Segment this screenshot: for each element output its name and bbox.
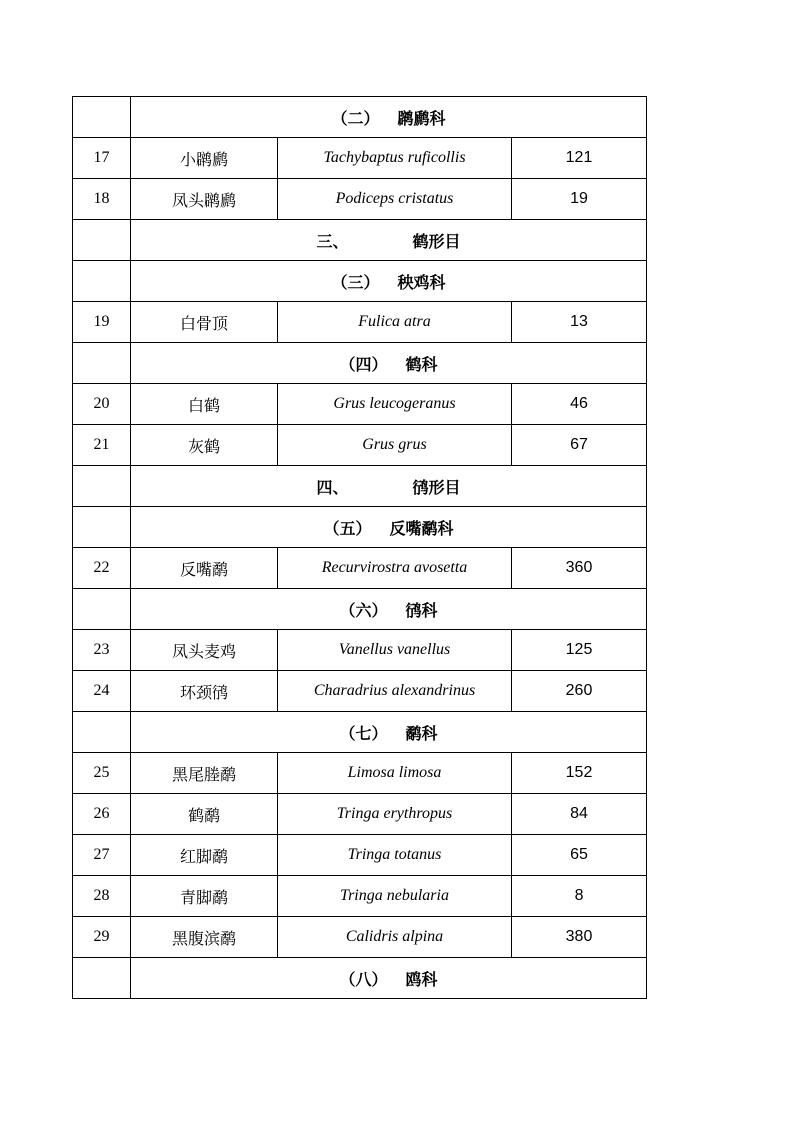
chinese-name: 反嘴鹬	[131, 548, 278, 589]
count-value: 84	[512, 794, 647, 835]
family-heading	[131, 958, 647, 999]
family-heading	[131, 343, 647, 384]
family-heading	[131, 97, 647, 138]
row-number: 17	[73, 138, 131, 179]
heading-name: 䴙䴘科	[397, 108, 446, 128]
empty-number-cell	[73, 220, 131, 261]
empty-number-cell	[73, 97, 131, 138]
heading-name: 鸥科	[405, 969, 438, 989]
row-number: 26	[73, 794, 131, 835]
chinese-name: 黑尾塍鹬	[131, 753, 278, 794]
species-table	[72, 96, 647, 999]
heading-label: （八）	[339, 969, 388, 989]
scientific-name: Tringa totanus	[278, 835, 512, 876]
scientific-name: Tachybaptus ruficollis	[278, 138, 512, 179]
family-heading-row	[73, 97, 647, 138]
heading-label: （七）	[339, 723, 388, 743]
species-row	[73, 548, 647, 589]
count-value: 65	[512, 835, 647, 876]
empty-number-cell	[73, 507, 131, 548]
heading-label: （五）	[323, 518, 372, 538]
chinese-name: 凤头䴙䴘	[131, 179, 278, 220]
family-heading-row	[73, 261, 647, 302]
species-row	[73, 917, 647, 958]
order-heading	[131, 466, 647, 507]
scientific-name: Fulica atra	[278, 302, 512, 343]
count-value: 13	[512, 302, 647, 343]
empty-number-cell	[73, 958, 131, 999]
scientific-name: Recurvirostra avosetta	[278, 548, 512, 589]
count-value: 67	[512, 425, 647, 466]
heading-name: 鹤形目	[412, 231, 461, 251]
scientific-name: Podiceps cristatus	[278, 179, 512, 220]
chinese-name: 黑腹滨鹬	[131, 917, 278, 958]
species-row	[73, 179, 647, 220]
row-number: 25	[73, 753, 131, 794]
species-row	[73, 384, 647, 425]
count-value: 360	[512, 548, 647, 589]
family-heading-row	[73, 343, 647, 384]
family-heading-row	[73, 958, 647, 999]
family-heading	[131, 712, 647, 753]
row-number: 29	[73, 917, 131, 958]
chinese-name: 白鹤	[131, 384, 278, 425]
species-row	[73, 138, 647, 179]
chinese-name: 灰鹤	[131, 425, 278, 466]
species-row	[73, 753, 647, 794]
count-value: 121	[512, 138, 647, 179]
species-row	[73, 425, 647, 466]
scientific-name: Tringa nebularia	[278, 876, 512, 917]
scientific-name: Vanellus vanellus	[278, 630, 512, 671]
order-heading	[131, 220, 647, 261]
order-heading-row	[73, 220, 647, 261]
row-number: 18	[73, 179, 131, 220]
scientific-name: Tringa erythropus	[278, 794, 512, 835]
species-row	[73, 630, 647, 671]
heading-name: 反嘴鹬科	[389, 518, 454, 538]
row-number: 22	[73, 548, 131, 589]
row-number: 27	[73, 835, 131, 876]
empty-number-cell	[73, 466, 131, 507]
count-value: 19	[512, 179, 647, 220]
family-heading	[131, 261, 647, 302]
heading-name: 鹤科	[405, 354, 438, 374]
scientific-name: Calidris alpina	[278, 917, 512, 958]
heading-label: （三）	[331, 272, 380, 292]
empty-number-cell	[73, 589, 131, 630]
family-heading	[131, 507, 647, 548]
row-number: 28	[73, 876, 131, 917]
heading-label: 四、	[316, 477, 349, 497]
family-heading-row	[73, 589, 647, 630]
species-table-body	[73, 97, 647, 999]
chinese-name: 凤头麦鸡	[131, 630, 278, 671]
heading-label: （四）	[339, 354, 388, 374]
count-value: 152	[512, 753, 647, 794]
row-number: 24	[73, 671, 131, 712]
family-heading-row	[73, 507, 647, 548]
empty-number-cell	[73, 712, 131, 753]
heading-name: 鸻形目	[412, 477, 461, 497]
count-value: 380	[512, 917, 647, 958]
heading-label: （六）	[339, 600, 388, 620]
species-row	[73, 302, 647, 343]
chinese-name: 环颈鸻	[131, 671, 278, 712]
heading-name: 鹬科	[405, 723, 438, 743]
row-number: 21	[73, 425, 131, 466]
chinese-name: 鹤鹬	[131, 794, 278, 835]
species-row	[73, 671, 647, 712]
scientific-name: Grus grus	[278, 425, 512, 466]
heading-name: 鸻科	[405, 600, 438, 620]
heading-label: （二）	[331, 108, 380, 128]
scientific-name: Limosa limosa	[278, 753, 512, 794]
species-row	[73, 794, 647, 835]
order-heading-row	[73, 466, 647, 507]
family-heading	[131, 589, 647, 630]
chinese-name: 青脚鹬	[131, 876, 278, 917]
species-row	[73, 835, 647, 876]
count-value: 8	[512, 876, 647, 917]
chinese-name: 小䴙䴘	[131, 138, 278, 179]
empty-number-cell	[73, 261, 131, 302]
count-value: 46	[512, 384, 647, 425]
chinese-name: 红脚鹬	[131, 835, 278, 876]
count-value: 125	[512, 630, 647, 671]
chinese-name: 白骨顶	[131, 302, 278, 343]
scientific-name: Charadrius alexandrinus	[278, 671, 512, 712]
row-number: 23	[73, 630, 131, 671]
empty-number-cell	[73, 343, 131, 384]
row-number: 19	[73, 302, 131, 343]
heading-name: 秧鸡科	[397, 272, 446, 292]
scientific-name: Grus leucogeranus	[278, 384, 512, 425]
family-heading-row	[73, 712, 647, 753]
row-number: 20	[73, 384, 131, 425]
species-row	[73, 876, 647, 917]
heading-label: 三、	[316, 231, 349, 251]
count-value: 260	[512, 671, 647, 712]
